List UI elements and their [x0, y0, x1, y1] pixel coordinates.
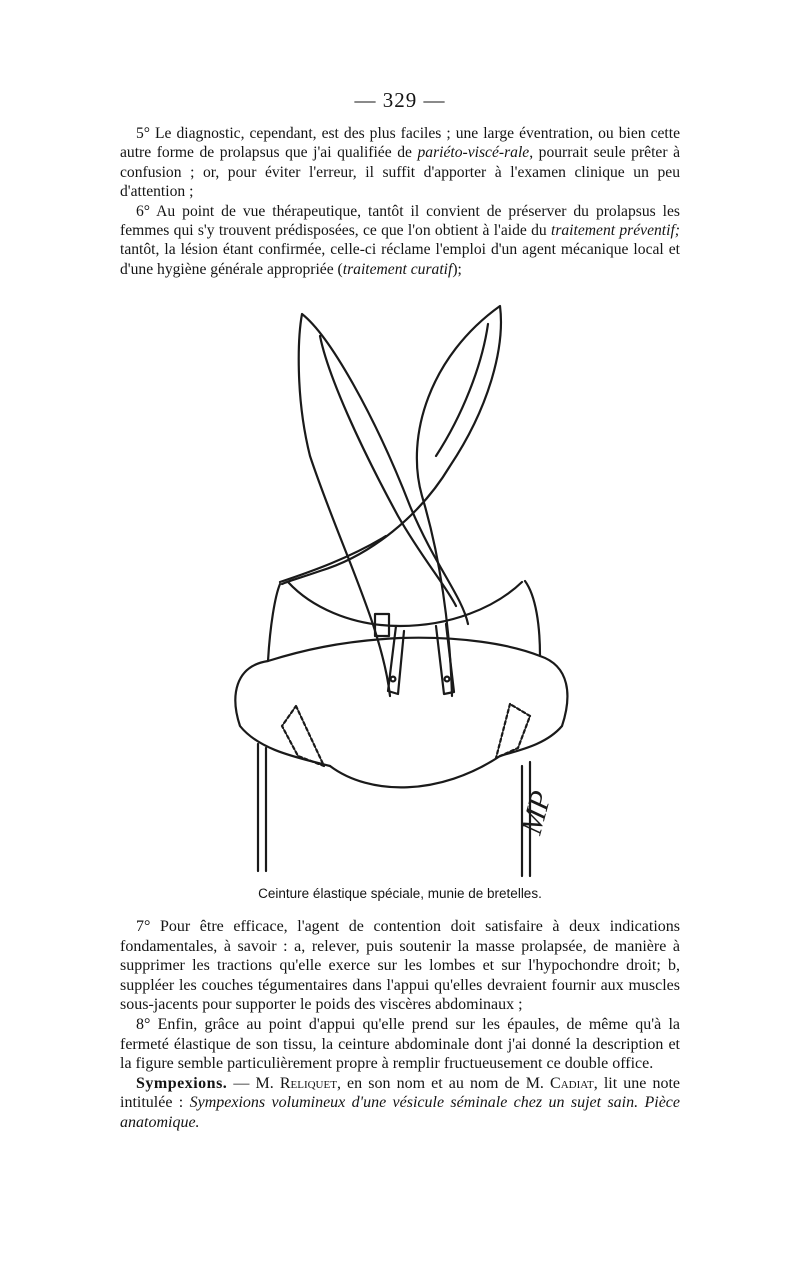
paragraph-5 — [120, 124, 680, 202]
left-tab — [282, 706, 324, 766]
symphexions-title: Sympexions volumineux d'une vésicule séminale chez un sujet sain. Pièce anatomique. — [120, 1094, 681, 1131]
belt-upper-edge — [268, 581, 540, 661]
belt-drawing — [200, 296, 600, 881]
top-text-block — [120, 124, 680, 279]
strap-button-left — [391, 677, 396, 682]
belt-bottom-curve — [330, 756, 500, 787]
symphexions-heading: Sympexions. — [136, 1074, 228, 1092]
author-name-2: Cadiat — [550, 1074, 594, 1092]
paragraph-7: 7° Pour être efficace, l'agent de contention doit satisfaire à deux indications fondamentales, à savoir : a, relever, puis soutenir la masse prolapsée, de manière à supprimer les tractions qu'elle exerce sur les lombes et sur l'hypochondre droit; b, suppléer les couches tégumentaires dans l'appui qu'elles devraient fournir aux muscles sous-jacents pour supporter le poids des viscères abdominaux ; — [120, 918, 680, 1014]
paragraph-6-tail: ); — [452, 260, 462, 278]
right-strap-inner — [436, 324, 488, 456]
artist-signature: MP — [514, 787, 558, 838]
page-number: — 329 — — [354, 88, 446, 112]
paragraph-5-tail: , pourrait seule prêter à confusion ; or, pour éviter l'erreur, il suffit d'apporter à l'examen clinique un peu d'attention ; — [120, 144, 680, 201]
author-name-1: Reliquet — [279, 1074, 337, 1092]
symphexions-lead: — M. — [227, 1074, 280, 1092]
paragraph-5-italic: pariéto-viscé-rale — [417, 144, 530, 162]
belt-illustration — [200, 296, 600, 881]
left-strap-inner — [320, 336, 456, 606]
paragraph-6-mid: tantôt, la lésion étant confirmée, celle-ci réclame l'emploi d'un agent mécanique local et d'une hygiène générale appropriée ( — [120, 241, 680, 278]
paragraph-6 — [120, 202, 680, 280]
belt-front-curve — [288, 582, 522, 626]
bottom-text-block — [120, 917, 680, 1133]
paragraph-8: 8° Enfin, grâce au point d'appui qu'elle prend sur les épaules, de même qu'à la fermeté élastique de son tissu, la ceinture abdominale dont j'ai donné la description et la figure semble particulièrement propre à remplir fructueusement ce double office. — [120, 1015, 680, 1073]
paragraph-6-italic-1: traitement préventif; — [550, 222, 680, 240]
strap-button-right — [445, 677, 450, 682]
paragraph-6-italic-2: traitement curatif — [342, 260, 453, 278]
thigh-strap-left — [258, 744, 266, 871]
paragraph-5-lead: 5° Le diagnostic, cependant, est des plus faciles ; une large éventration, ou bien cette autre forme de prolapsus que j'ai qualifiée de — [120, 125, 680, 162]
figure-caption: Ceinture élastique spéciale, munie de bretelles. — [258, 886, 542, 901]
front-strap-left — [388, 626, 404, 694]
symphexions-mid: , en son nom et au nom de M. — [336, 1074, 551, 1092]
paragraph-6-lead: 6° Au point de vue thérapeutique, tantôt il convient de préserver du prolapsus les femmes qui s'y trouvent prédisposées, ce que l'on obtient à l'aide du — [120, 202, 680, 240]
symphexions-paragraph — [120, 1074, 680, 1133]
left-cross-band — [280, 536, 386, 582]
symphexions-mid2: , lit une note intitulée : — [120, 1074, 681, 1112]
